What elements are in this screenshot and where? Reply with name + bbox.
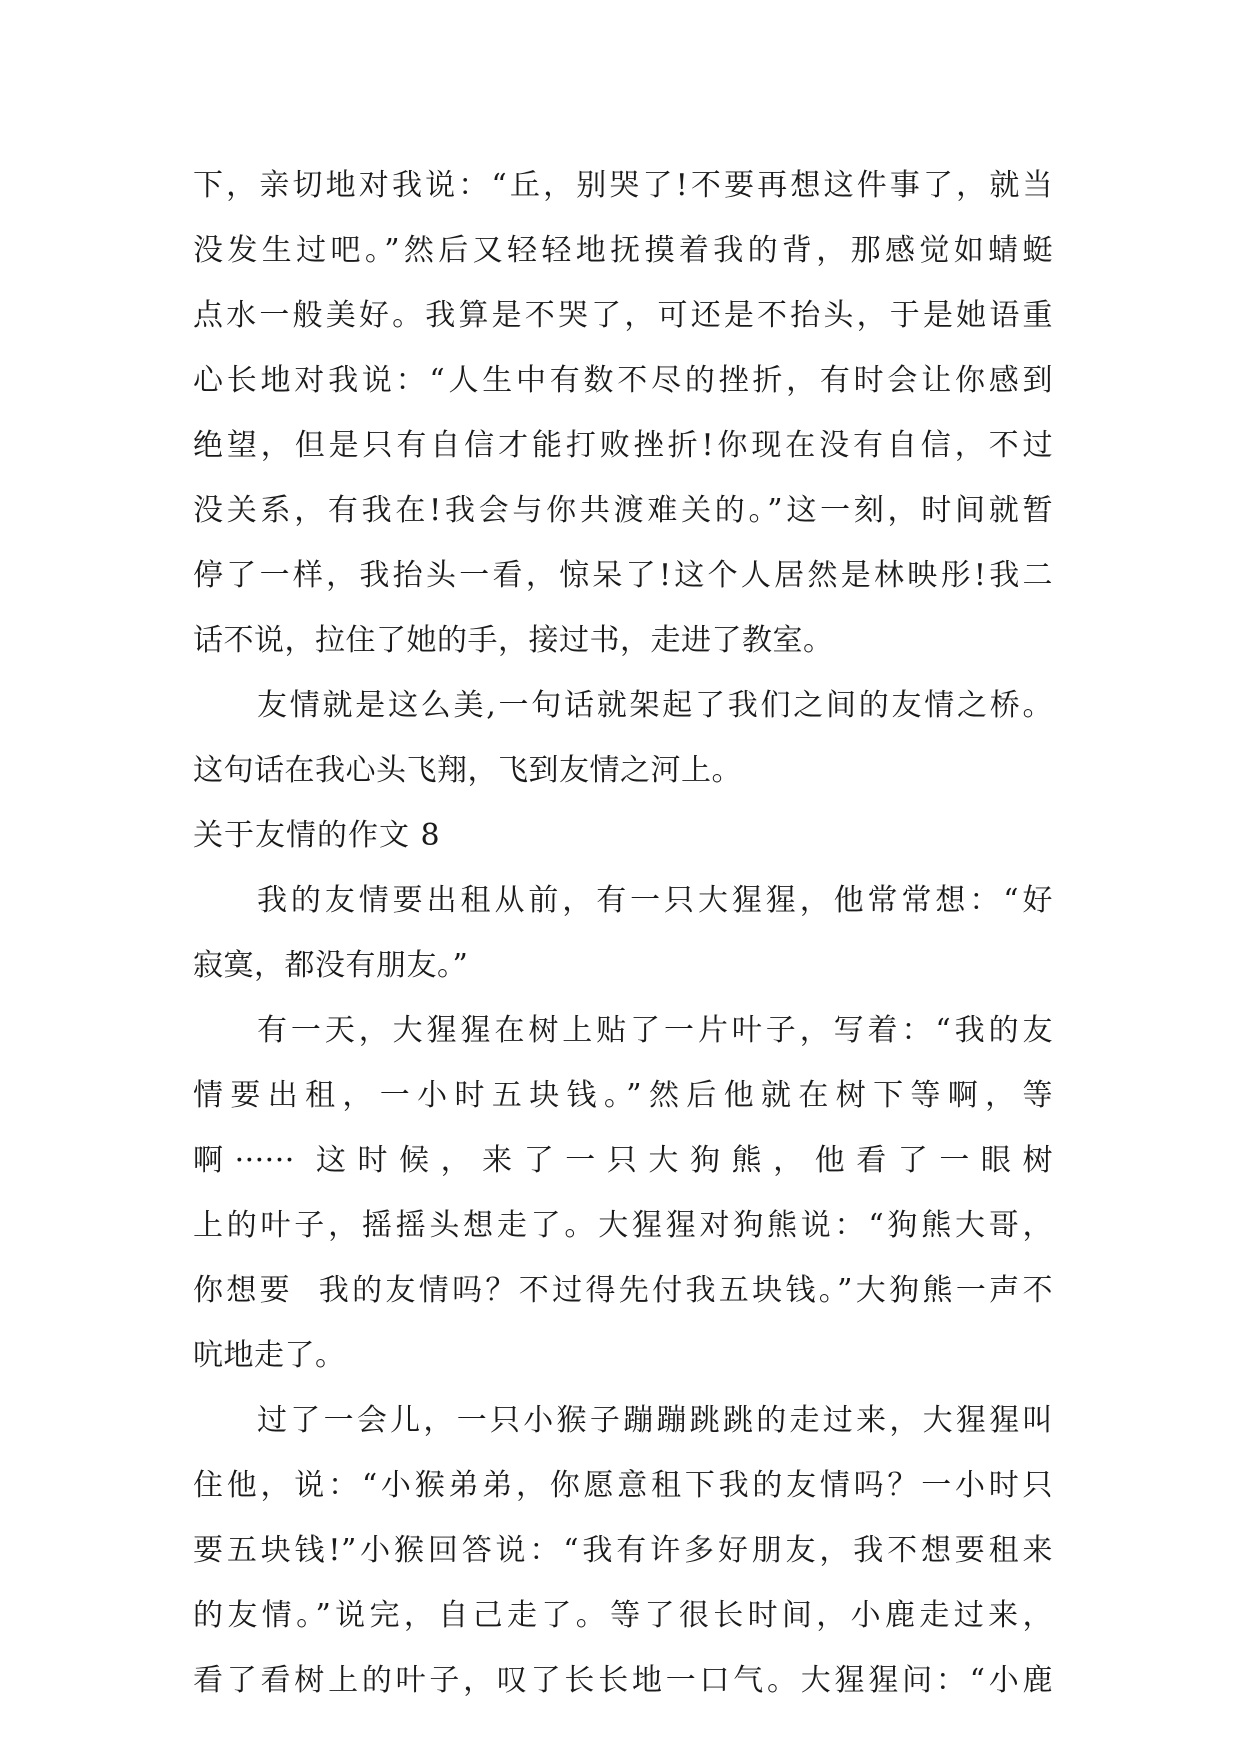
text-line: 情要出租，一小时五块钱。”然后他就在树下等啊，等 [193, 1078, 1053, 1113]
text-line: 吭地走了。 [193, 1338, 346, 1373]
text-line: 住他，说：“小猴弟弟，你愿意租下我的友情吗？一小时只 [193, 1468, 1053, 1503]
text-line: 点水一般美好。我算是不哭了，可还是不抬头，于是她语重 [193, 298, 1053, 333]
text-line: 要五块钱!”小猴回答说：“我有许多好朋友，我不想要租来 [193, 1533, 1053, 1568]
text-line: 啊······ 这时候，来了一只大狗熊，他看了一眼树 [193, 1143, 1053, 1178]
text-line: 心长地对我说：“人生中有数不尽的挫折，有时会让你感到 [193, 363, 1053, 398]
section-heading: 关于友情的作文 8 [193, 818, 441, 853]
text-line: 上的叶子，摇摇头想走了。大猩猩对狗熊说：“狗熊大哥， [193, 1208, 1053, 1243]
text-line: 过了一会儿，一只小猴子蹦蹦跳跳的走过来，大猩猩叫 [257, 1403, 1053, 1438]
text-line: 我的友情要出租从前，有一只大猩猩，他常常想：“好 [257, 883, 1053, 918]
document-body [193, 153, 1053, 1713]
text-line: 这句话在我心头飞翔，飞到友情之河上。 [193, 753, 742, 788]
text-line: 的友情。”说完，自己走了。等了很长时间，小鹿走过来， [193, 1598, 1053, 1633]
text-line: 绝望，但是只有自信才能打败挫折!你现在没有自信，不过 [193, 428, 1053, 463]
text-line: 友情就是这么美,一句话就架起了我们之间的友情之桥。 [257, 688, 1053, 723]
text-line: 下，亲切地对我说：“丘，别哭了!不要再想这件事了，就当 [193, 168, 1053, 203]
text-line: 寂寞，都没有朋友。” [193, 948, 469, 983]
text-line: 话不说，拉住了她的手，接过书，走进了教室。 [193, 623, 834, 658]
text-line: 没关系，有我在!我会与你共渡难关的。”这一刻，时间就暂 [193, 493, 1053, 528]
text-line: 有一天，大猩猩在树上贴了一片叶子，写着：“我的友 [257, 1013, 1053, 1048]
text-line: 看了看树上的叶子，叹了长长地一口气。大猩猩问：“小鹿 [193, 1663, 1053, 1698]
text-line: 没发生过吧。”然后又轻轻地抚摸着我的背，那感觉如蜻蜓 [193, 233, 1053, 268]
text-line: 停了一样，我抬头一看，惊呆了!这个人居然是林映彤!我二 [193, 558, 1053, 593]
text-line: 你想要 我的友情吗？不过得先付我五块钱。”大狗熊一声不 [193, 1273, 1053, 1308]
